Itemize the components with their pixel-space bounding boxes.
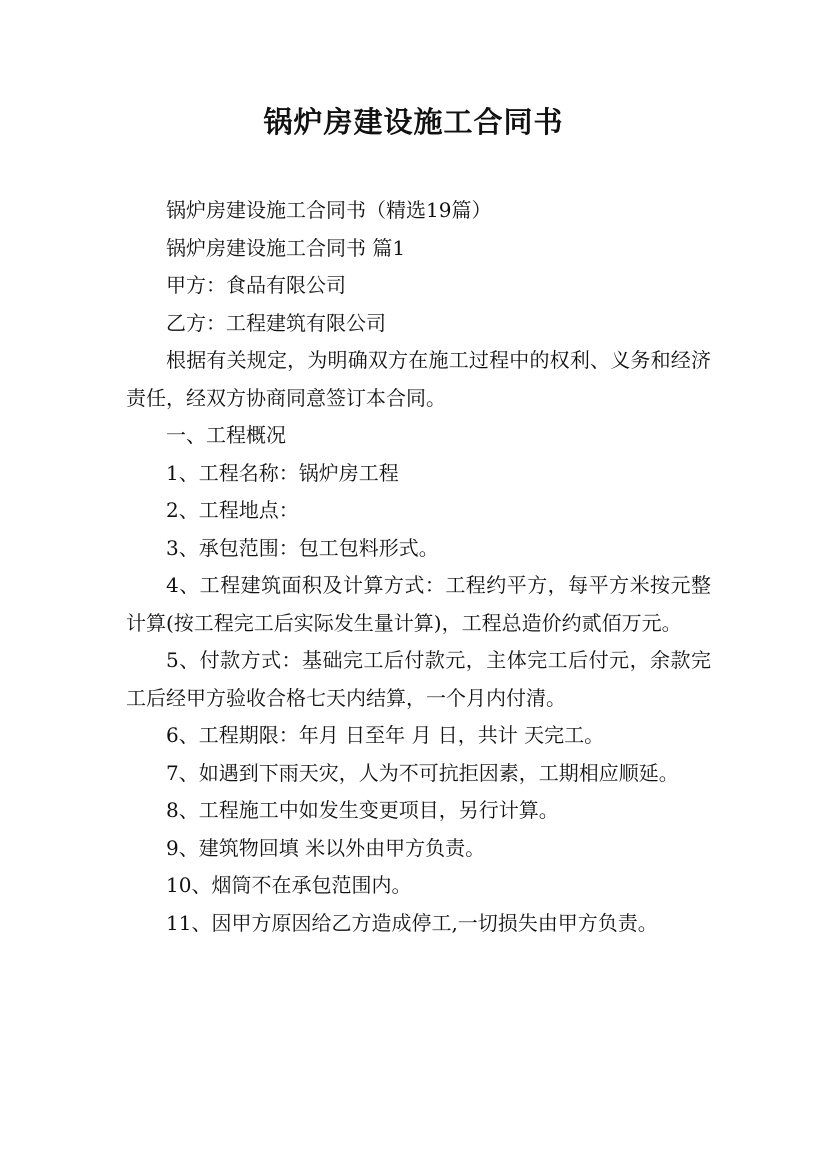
paragraph-item-11: 11、因甲方原因给乙方造成停工,一切损失由甲方负责。 [166, 910, 658, 935]
paragraph-project-overview-heading: 一、工程概况 [166, 423, 286, 447]
paragraph-preamble: 根据有关规定，为明确双方在施工过程中的权利、义务和经济责任，经双方协商同意签订本合同。 [126, 348, 711, 410]
document-title: 锅炉房建设施工合同书 [263, 105, 564, 139]
paragraph-item-2: 2、工程地点： [166, 498, 299, 522]
paragraph-party-a: 甲方：食品有限公司 [166, 273, 346, 297]
paragraph-item-6: 6、工程期限：年月 日至年 月 日，共计 天完工。 [166, 723, 605, 747]
paragraph-subtitle: 锅炉房建设施工合同书（精选19篇） [166, 198, 492, 222]
paragraph-item-5: 5、付款方式：基础完工后付款元，主体完工后付元，余款完工后经甲方验收合格七天内结算，一个月内付清。 [126, 648, 711, 710]
paragraph-section-heading: 锅炉房建设施工合同书 篇1 [166, 235, 406, 260]
paragraph-item-4: 4、工程建筑面积及计算方式：工程约平方，每平方米按元整计算(按工程完工后实际发生量计算)，工程总造价约贰佰万元。 [126, 573, 711, 635]
paragraph-party-b: 乙方：工程建筑有限公司 [166, 310, 386, 335]
document-body [126, 192, 711, 942]
paragraph-item-3: 3、承包范围：包工包料形式。 [166, 535, 439, 560]
paragraph-item-9: 9、建筑物回填 米以外由甲方负责。 [166, 835, 486, 860]
paragraph-item-10: 10、烟筒不在承包范围内。 [166, 873, 412, 897]
paragraph-item-1: 1、工程名称：锅炉房工程 [166, 460, 399, 485]
paragraph-item-8: 8、工程施工中如发生变更项目，另行计算。 [166, 798, 559, 822]
paragraph-item-7: 7、如遇到下雨天灾，人为不可抗拒因素，工期相应顺延。 [166, 760, 679, 785]
